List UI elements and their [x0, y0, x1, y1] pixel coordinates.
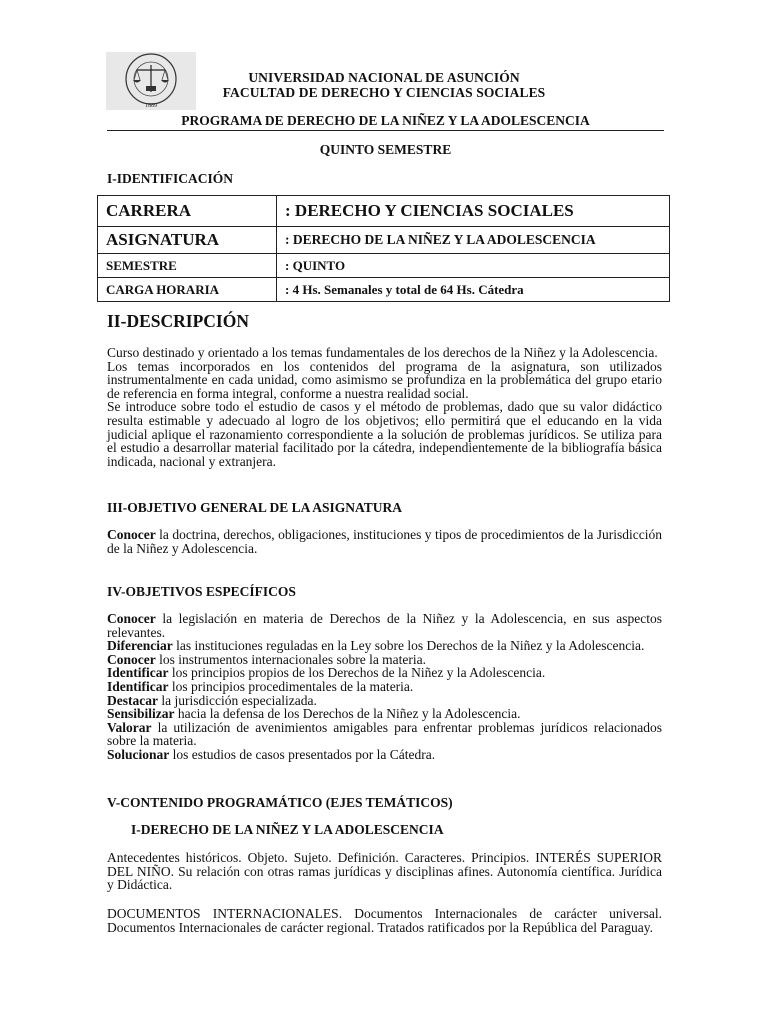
objective-verb: Conocer: [107, 611, 156, 626]
objective-text: hacia la defensa de los Derechos de la Niñez y la Adolescencia.: [174, 706, 521, 722]
objective-text: los estudios de casos presentados por la Cátedra.: [169, 746, 436, 762]
general-objective-body: [107, 528, 662, 555]
row-key-asignatura: ASIGNATURA: [98, 227, 277, 254]
list-item: [107, 639, 662, 653]
row-value-asignatura: : DERECHO DE LA NIÑEZ Y LA ADOLESCENCIA: [277, 227, 670, 254]
objective-verb: Valorar: [107, 719, 152, 735]
university-name: UNIVERSIDAD NACIONAL DE ASUNCIÓN: [248, 70, 520, 85]
list-item: [107, 653, 662, 667]
program-title: PROGRAMA DE DERECHO DE LA NIÑEZ Y LA ADOLESCENCIA: [107, 113, 664, 131]
row-key-carrera: CARRERA: [98, 196, 277, 227]
objective-verb: Identificar: [107, 678, 169, 694]
objective-text: la legislación en materia de Derechos de la Niñez y la Adolescencia, en sus aspectos relevantes.: [107, 611, 662, 640]
objective-verb: Solucionar: [107, 746, 170, 762]
contents-paragraph: Antecedentes históricos. Objeto. Sujeto. Definición. Caracteres. Principios. INTERÉS SUPERIOR DEL NIÑO. Su relación con otras ramas jurídicas y disciplinas afines. Autonomía científica. Jurídica y Didáctica.: [107, 850, 662, 893]
objective-text: la doctrina, derechos, obligaciones, instituciones y tipos de procedimientos de la Jurisdicción de la Niñez y Adolescencia.: [107, 527, 662, 556]
list-item: [107, 707, 662, 721]
row-key-carga-horaria: CARGA HORARIA: [98, 278, 277, 302]
description-paragraph: Curso destinado y orientado a los temas fundamentales de los derechos de la Niñez y la Adolescencia.: [107, 345, 658, 360]
identification-table: [97, 195, 670, 302]
contents-paragraph: DOCUMENTOS INTERNACIONALES. Documentos Internacionales de carácter universal. Documentos Internacionales de carácter regional. Tratados ratificados por la República del Paraguay.: [107, 906, 662, 935]
table-row: [98, 196, 670, 227]
objective-verb: Identificar: [107, 665, 169, 681]
row-value-carga-horaria: : 4 Hs. Semanales y total de 64 Hs. Cátedra: [277, 278, 670, 302]
faculty-name: FACULTAD DE DERECHO Y CIENCIAS SOCIALES: [222, 85, 546, 100]
list-item: [107, 721, 662, 748]
identification-heading: I-IDENTIFICACIÓN: [107, 171, 234, 186]
specific-objectives-list: [107, 612, 662, 762]
objective-text: la jurisdicción especializada.: [157, 692, 317, 708]
list-item: [107, 694, 662, 708]
objective-verb: Destacar: [107, 692, 158, 708]
list-item: [107, 748, 662, 762]
description-body: [107, 346, 662, 468]
general-objective-heading: III-OBJETIVO GENERAL DE LA ASIGNATURA: [107, 500, 403, 515]
row-key-semestre: SEMESTRE: [98, 254, 277, 278]
list-item: [107, 666, 662, 680]
objective-text: los principios procedimentales de la materia.: [168, 678, 414, 694]
description-paragraph: Se introduce sobre todo el estudio de casos y el método de problemas, dado que su valor didáctico resulta estimable y adecuado al logro de los objetivos; ello permitirá que el educando en la vida judicial aplique el razonamiento correspondiente a la solución de problemas jurídicos. Se utiliza para el estudio a desarrollar material facilitado por la cátedra, independientemente de la bibliografía básica indicada, nacional y extranjera.: [107, 399, 662, 469]
table-row: [98, 254, 670, 278]
objective-verb: Conocer: [107, 527, 156, 542]
list-item: [107, 612, 662, 639]
specific-objectives-heading: IV-OBJETIVOS ESPECÍFICOS: [107, 584, 296, 599]
objective-text: los principios propios de los Derechos de la Niñez y la Adolescencia.: [168, 665, 546, 681]
logo-year: 1889: [145, 103, 157, 109]
unit-heading: I-DERECHO DE LA NIÑEZ Y LA ADOLESCENCIA: [131, 822, 444, 837]
description-heading: II-DESCRIPCIÓN: [107, 311, 249, 331]
objective-verb: Diferenciar: [107, 638, 173, 654]
objective-verb: Conocer: [107, 651, 156, 667]
table-row: [98, 227, 670, 254]
description-paragraph: Los temas incorporados en los contenidos del programa de la asignatura, son utilizados instrumentalmente en cada unidad, como asimismo se profundiza en la problemática del grupo etario de referencia en forma integral, conforme a nuestra realidad social.: [107, 358, 662, 401]
row-value-carrera: : DERECHO Y CIENCIAS SOCIALES: [277, 196, 670, 227]
contents-heading: V-CONTENIDO PROGRAMÁTICO (EJES TEMÁTICOS): [107, 795, 453, 810]
objective-text: la utilización de avenimientos amigables para enfrentar problemas jurídicos relacionados sobre la materia.: [107, 719, 662, 749]
objective-text: las instituciones reguladas en la Ley sobre los Derechos de la Niñez y la Adolescencia.: [172, 638, 645, 654]
row-value-semestre: : QUINTO: [277, 254, 670, 278]
objective-verb: Sensibilizar: [107, 706, 175, 722]
objective-text: los instrumentos internacionales sobre la materia.: [155, 651, 427, 667]
semester-title: QUINTO SEMESTRE: [319, 142, 452, 157]
table-row: [98, 278, 670, 302]
list-item: [107, 680, 662, 694]
